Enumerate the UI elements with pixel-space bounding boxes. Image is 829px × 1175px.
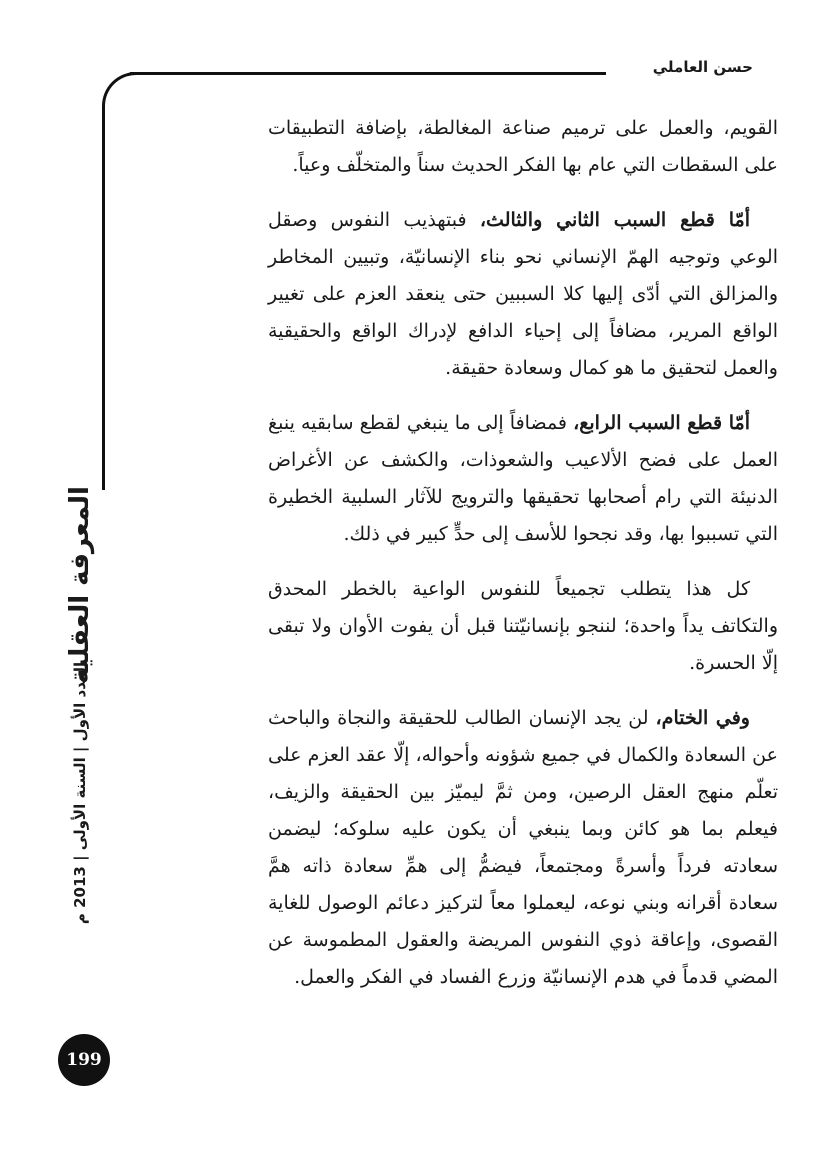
page-number: 199 [66,1050,102,1070]
side-rule [102,108,105,490]
journal-logo-text: المعرفة العقلية [65,486,96,684]
paragraph-2 [268,202,778,387]
paragraph-text: القويم، والعمل على ترميم صناعة المغالطة، بإضافة التطبيقات على السقطات التي عام بها الفكر الحديث سناً والمتخلّف وعياً. [268,117,778,176]
running-header-author: حسن العاملي [652,58,753,76]
paragraph-text: فبتهذيب النفوس وصقل الوعي وتوجيه الهمّ الإنساني نحو بناء الإنسانيّة، وتبيين المخاطر والمزالق التي أدّى إليها كلا السببين حتى ينعقد العزم على تغيير الواقع المرير، مضافاً إلى إحياء الدافع لإدراك الواقع والحقيقية والعمل لتحقيق ما هو كمال وسعادة حقيقة. [268,209,778,379]
paragraph-5 [268,700,778,996]
paragraph-text: لن يجد الإنسان الطالب للحقيقة والنجاة والباحث عن السعادة والكمال في جميع شؤونه وأحواله، إلّا عقد العزم على تعلّم منهج العقل الرصين، ومن ثمَّ ليميّز بين الحقيقة والزيف، فيعلم بما هو كائن وبما ينبغي أن يكون عليه سلوكه؛ ليضمن سعادته فرداً وأسرةً ومجتمعاً، فيضمُّ إلى همِّ سعادة ذاته همَّ سعادة أقرانه وبني نوعه، ليعملوا معاً لتركيز دعائم الوصول للغاية القصوى، وإعاقة ذوي النفوس المريضة والعقول المطموسة عن المضي قدماً في هدم الإنسانيّة وزرع الفساد في الفكر والعمل. [268,707,778,988]
paragraph-text: فمضافاً إلى ما ينبغي لقطع سابقيه ينبغ العمل على فضح الألاعيب والشعوذات، والكشف عن الأغراض الدنيئة التي رام أصحابها تحقيقها والترويج للآثار السلبية الخطيرة التي تسببوا بها، وقد نجحوا للأسف إلى حدٍّ كبير في ذلك. [268,412,778,545]
paragraph-lead: أمّا قطع السبب الثاني والثالث، [479,209,750,231]
paragraph-lead: أمّا قطع السبب الرابع، [573,412,751,434]
issue-info [52,661,108,925]
frame-corner [102,72,145,115]
page-number-badge [58,1034,110,1086]
paragraph-1 [268,110,778,184]
journal-logo [52,486,108,684]
paragraph-3 [268,405,778,553]
paragraph-text: كل هذا يتطلب تجميعاً للنفوس الواعية بالخطر المحدق والتكاتف يداً واحدة؛ لننجو بإنسانيّتنا قبل أن يفوت الأوان ولا تبقى إلّا الحسرة. [268,578,778,674]
issue-info-text: العدد الأول | السنة الأولى | 2013 م [71,661,89,925]
paragraph-4 [268,571,778,682]
body-text [268,110,778,1014]
header-rule [130,72,606,75]
paragraph-lead: وفي الختام، [655,707,750,729]
